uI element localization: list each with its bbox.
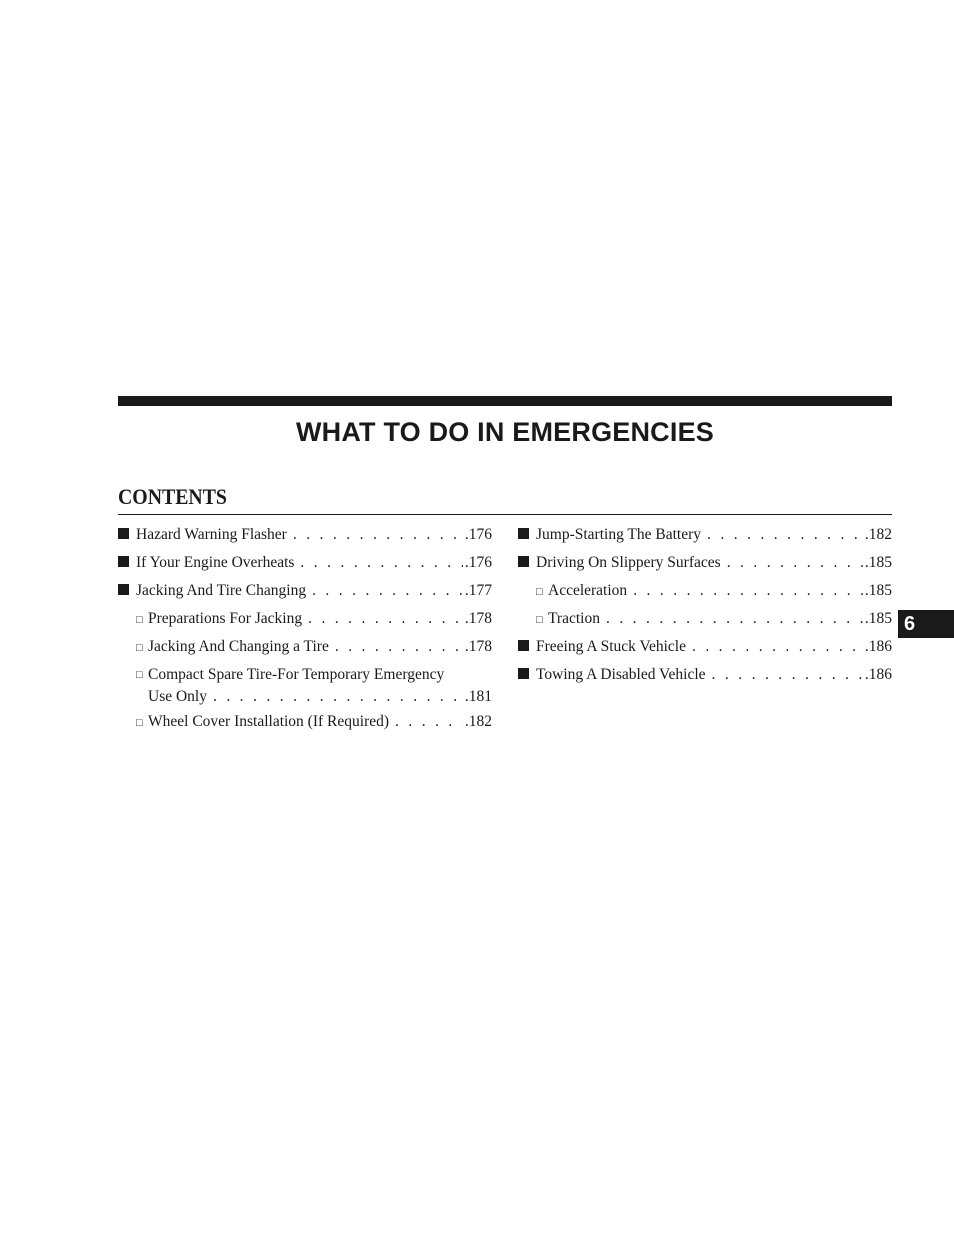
toc-subentry[interactable] [118,709,492,737]
chapter-title: WHAT TO DO IN EMERGENCIES [295,417,714,447]
toc-page-number: .176 [464,526,492,543]
leader-dots [633,578,863,604]
toc-entry-label: Towing A Disabled Vehicle [536,666,706,683]
toc-page-number: .176 [464,554,492,571]
toc-entry-label: Jacking And Tire Changing [136,582,307,599]
square-bullet-icon [518,550,536,576]
leader-dots [213,688,463,706]
toc-entry-label: If Your Engine Overheats [136,554,295,571]
toc-entry-label: Jacking And Changing a Tire [148,638,329,655]
toc-page-number: .186 [864,666,892,683]
toc-entry[interactable] [518,662,892,690]
contents-heading: CONTENTS [118,484,227,509]
toc-entry-label: Jump-Starting The Battery [536,526,702,543]
square-bullet-icon [118,522,136,548]
hollow-square-bullet-icon: □ [136,614,143,626]
leader-dots [300,550,462,576]
toc-page-number: .182 [864,526,892,543]
hollow-square-bullet-icon: □ [136,642,143,654]
toc-entry-label: Traction [548,610,600,627]
toc-entry-label: Hazard Warning Flasher [136,526,287,543]
leader-dots [308,606,463,632]
toc-page-number: .185 [864,610,892,627]
chapter-number-tab: 6 [898,610,954,638]
square-bullet-icon [518,522,536,548]
leader-dots [606,606,863,632]
hollow-square-bullet-icon: □ [536,614,543,626]
hollow-square-bullet-icon: □ [536,586,543,598]
toc-entry-label: Driving On Slippery Surfaces [536,554,721,571]
toc-page-number: .178 [464,638,492,655]
toc-page-number: .182 [464,713,492,730]
toc-page-number: .181 [464,688,492,705]
square-bullet-icon [118,578,136,604]
toc-entry[interactable] [518,522,892,550]
toc-subentry[interactable] [118,662,492,709]
toc-entry[interactable] [118,578,492,606]
toc-entry-label: Preparations For Jacking [148,610,303,627]
toc-entry-label: Acceleration [548,582,628,599]
toc-entry[interactable] [518,634,892,662]
leader-dots [712,662,863,688]
hollow-square-bullet-icon: □ [136,669,143,681]
leader-dots [707,522,863,548]
toc-entry[interactable] [518,550,892,578]
toc-subentry[interactable] [518,606,892,634]
toc-page-number: .185 [864,554,892,571]
leader-dots [312,578,463,604]
hollow-square-bullet-icon: □ [136,717,143,729]
contents-rule [118,514,892,515]
leader-dots [335,634,463,660]
toc-entry-label-line2: Use Only [148,688,207,705]
toc-subentry[interactable] [118,634,492,662]
toc-page-number: .177 [464,582,492,599]
leader-dots [727,550,863,576]
chapter-top-rule [118,396,892,406]
toc-entry-label-line1: Compact Spare Tire-For Temporary Emergency [148,666,445,683]
square-bullet-icon [518,634,536,660]
toc-left-column [118,522,492,737]
toc-page-number: .186 [864,638,892,655]
toc-page-number: .185 [864,582,892,599]
leader-dots [293,522,463,548]
toc-entry-label: Wheel Cover Installation (If Required) [148,713,390,730]
toc-entry[interactable] [118,522,492,550]
square-bullet-icon [118,550,136,576]
toc-subentry[interactable] [518,578,892,606]
toc-right-column [518,522,892,690]
toc-entry-label: Freeing A Stuck Vehicle [536,638,686,655]
toc-page-number: .178 [464,610,492,627]
square-bullet-icon [518,662,536,688]
toc-subentry[interactable] [118,606,492,634]
toc-entry[interactable] [118,550,492,578]
leader-dots [692,634,863,660]
leader-dots [395,709,463,735]
